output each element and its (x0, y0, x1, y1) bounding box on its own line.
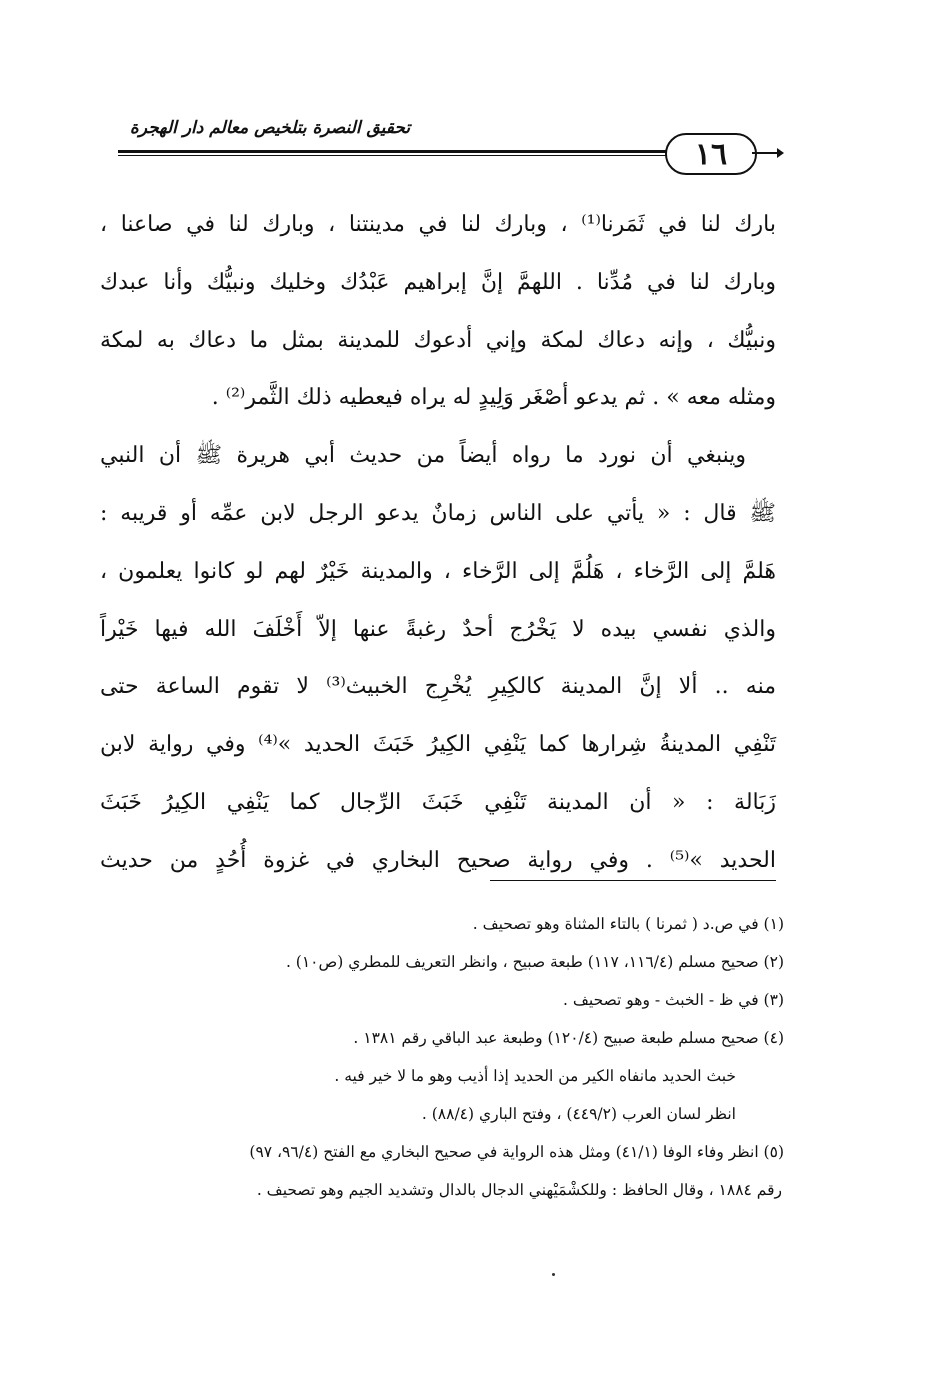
text-line: وبارك لنا في مُدِّنا . اللهمَّ إنَّ إبراهيم عَبْدُك وخليك ونبيُّك وأنا عبدك (100, 269, 776, 295)
footnote-continuation: انظر لسان العرب (٤٤٩/٢) ، وفتح الباري (٨٨/٤) . (421, 1105, 736, 1123)
footnote-continuation: رقم ١٨٨٤ ، وقال الحافظ : وللكشْمَيْهني الدجال بالدال وتشديد الجيم وهو تصحيف . (256, 1181, 782, 1199)
running-title: تحقيق النصرة بتلخيص معالم دار الهجرة (129, 118, 411, 138)
text-line: ونبيُّك ، وإنه دعاك لمكة وإني أدعوك للمدينة بمثل ما دعاك به لمكة (100, 327, 776, 353)
text-line: هَلمَّ إلى الرَّخاء ، هَلُمَّ إلى الرَّخاء ، والمدينة خَيْرٌ لهم لو كانوا يعلمون ، (100, 558, 776, 584)
page-mark (552, 1273, 555, 1276)
footnote-continuation: خبث الحديد مانفاه الكير من الحديد إذا أذيب وهو ما لا خير فيه . (334, 1067, 736, 1085)
page-header (0, 0, 944, 175)
footnote: (٣) في ظ - الخبث - وهو تصحيف . (563, 991, 784, 1009)
text-line: بارك لنا في ثَمَرنا⁽¹⁾ ، وبارك لنا في مدينتنا ، وبارك لنا في صاعنا ، (100, 212, 776, 237)
footnote-separator (490, 880, 776, 881)
main-text (100, 196, 776, 890)
page-number: ١٦ (665, 133, 757, 175)
page-number-ornament (752, 152, 778, 154)
text-line: زَبَالة : « أن المدينة تَنْفِي خَبَثَ الرِّجال كما يَنْفِي الكِيرُ خَبَثَ (100, 789, 776, 815)
header-rule (118, 150, 678, 153)
text-line: منه .. ألا إنَّ المدينة كالكِيرِ يُخْرِج الخبيث⁽³⁾ لا تقوم الساعة حتى (100, 674, 776, 700)
text-line: ومثله معه » . ثم يدعو أصْغَر وَلِيدٍ له يراه فيعطيه ذلك الثَّمر⁽²⁾ . (211, 385, 776, 411)
header-rule-thin (118, 155, 678, 156)
text-line: والذي نفسي بيده لا يَخْرُج أحدٌ رغبةً عنها إلاّ أَخْلَفَ الله فيها خَيْراً (100, 616, 776, 642)
text-line: وينبغي أن نورد ما رواه أيضاً من حديث أبي هريرة ﷺ أن النبي (100, 443, 746, 469)
text-line: ﷺ قال : « يأتي على الناس زمانٌ يدعو الرجل لابن عمِّه أو قريبه : (100, 500, 776, 526)
footnote: (٢) صحيح مسلم (١١٦/٤، ١١٧) طبعة صبيح ، وانظر التعريف للمطري (ص١٠) . (285, 953, 784, 971)
footnotes (100, 905, 784, 1209)
text-line: تَنْفِي المدينةُ شِرارها كما يَنْفِي الكِيرُ خَبَثَ الحديد »⁽⁴⁾ وفي رواية لابن (100, 732, 776, 758)
footnote: (٥) انظر وفاء الوفا (٤١/١) ومثل هذه الرواية في صحيح البخاري مع الفتح (٩٦/٤، ٩٧) (249, 1143, 784, 1161)
footnote: (٤) صحيح مسلم طبعة صبيح (١٢٠/٤) وطبعة عبد الباقي رقم ١٣٨١ . (353, 1029, 784, 1047)
text-line: الحديد »⁽⁵⁾ . وفي رواية صحيح البخاري في غزوة أُحُدٍ من حديث (100, 847, 776, 873)
footnote: (١) في ص.د ( ثمرنا ) بالتاء المثناة وهو تصحيف . (472, 915, 784, 933)
